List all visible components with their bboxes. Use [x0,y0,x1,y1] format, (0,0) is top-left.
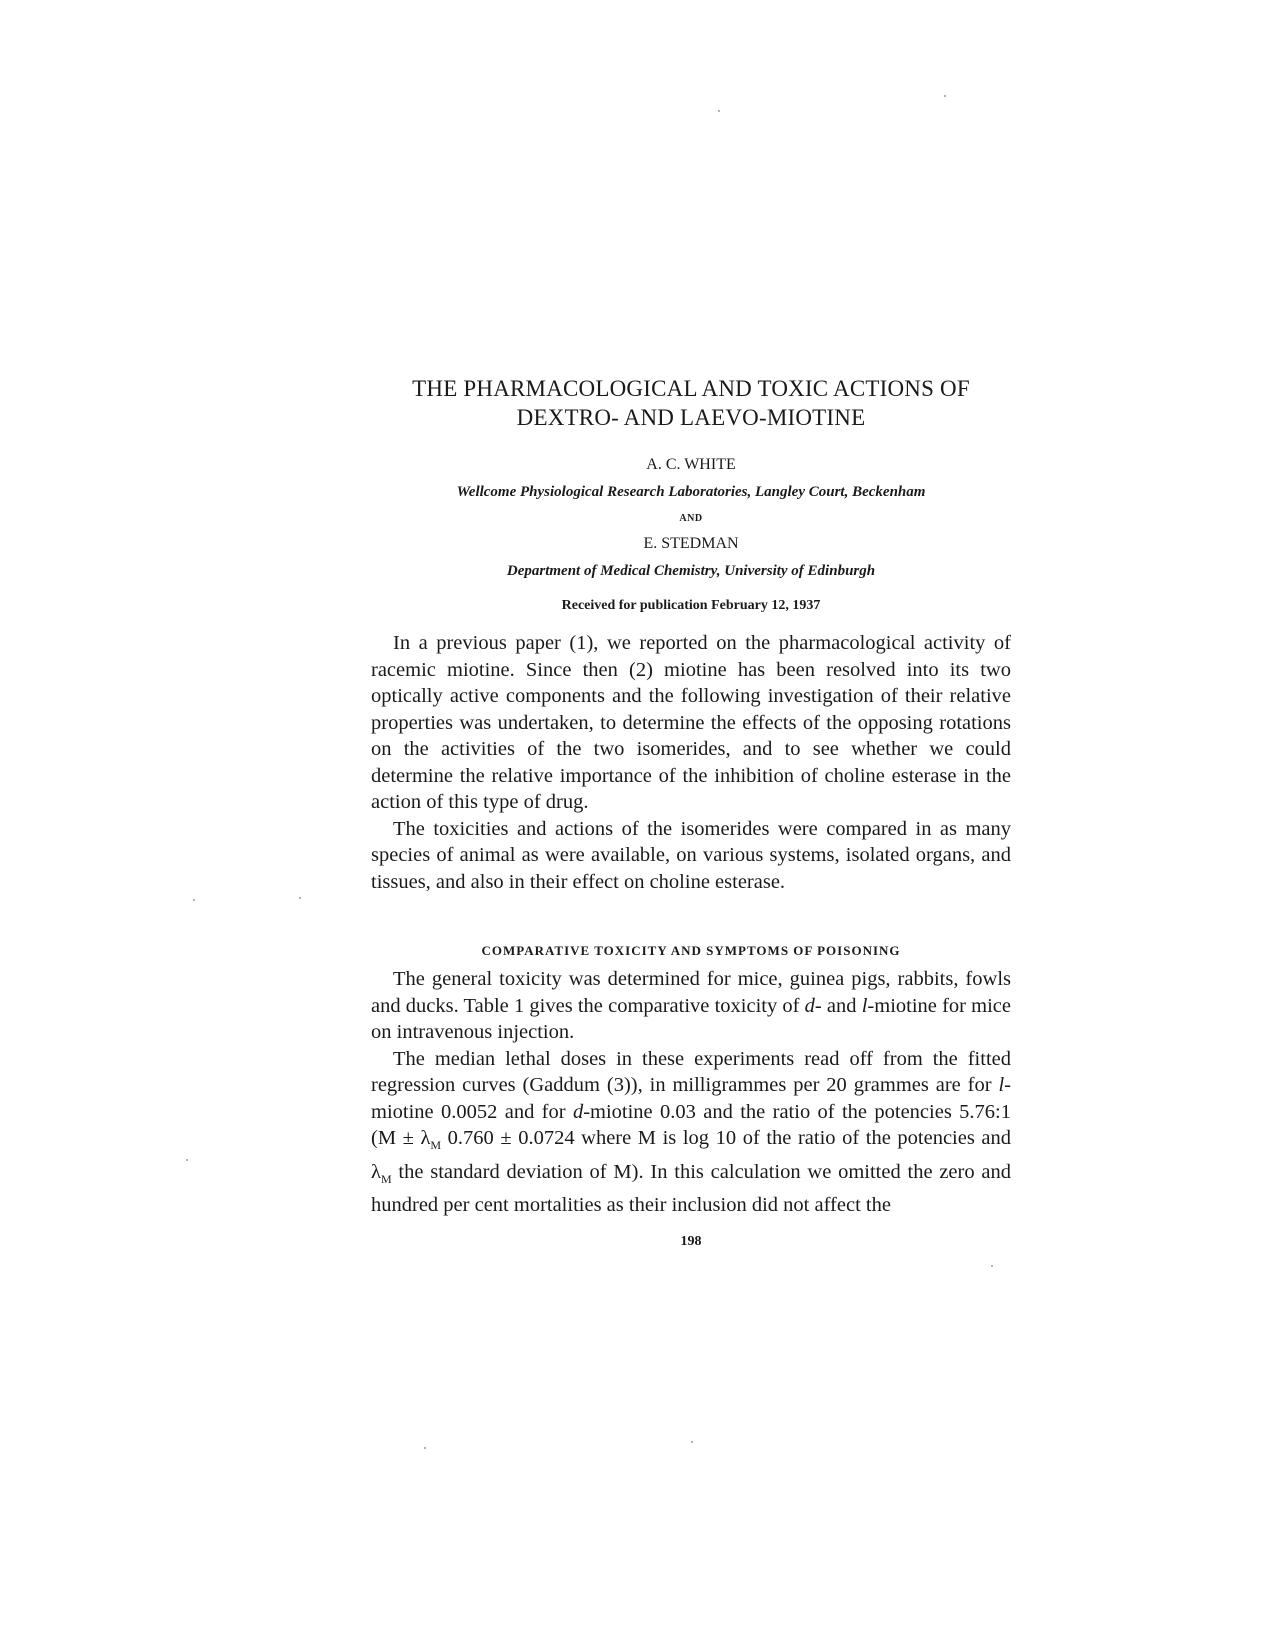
text-run: -miotine 0.0052 and for [371,1074,1011,1123]
section-heading: COMPARATIVE TOXICITY AND SYMPTOMS OF POISONING [481,943,901,958]
subscript-m: M [430,1138,442,1153]
scan-speck [299,897,301,899]
scan-speck [424,1447,426,1449]
title-line-2: DEXTRO- AND LAEVO-MIOTINE [516,405,866,430]
text-run: -miotine for mice on intravenous injection. [371,994,1011,1043]
text-run: The general toxicity was determined for mice, guinea pigs, rabbits, fowls and ducks. Table 1 gives the comparative toxicity of [371,968,1011,1017]
author-2-name: E. STEDMAN [643,535,739,552]
italic-d: d [572,1100,584,1123]
italic-d: d [804,994,815,1017]
scan-speck [944,95,946,97]
section-paragraph-1 [371,966,1011,1046]
introduction [371,630,1011,895]
author-1-affiliation: Wellcome Physiological Research Laboratories, Langley Court, Beckenham [456,484,926,500]
section-paragraph-2 [371,1046,1011,1219]
text-run: 0.760 ± 0.0724 where M is log 10 of the ratio of the potencies and λ [371,1127,1011,1183]
text-run: - and [814,994,862,1017]
paper-title [371,374,1011,432]
page-number: 198 [680,1234,702,1249]
section-body [371,966,1011,1219]
scan-speck [186,1159,188,1161]
subscript-m: M [380,1171,392,1186]
intro-paragraph-2: The toxicities and actions of the isomerides were compared in as many species of animal as were available, on various systems, isolated organs, and tissues, and also in their effect on choline esterase. [371,817,1011,893]
italic-l: l [861,994,868,1017]
italic-l: l [998,1074,1005,1096]
scan-speck [718,110,720,112]
received-date: Received for publication February 12, 1937 [561,598,821,613]
text-run: the standard deviation of M). In this calculation we omitted the zero and hundred per cent mortalities as their inclusion did not affect the [371,1160,1011,1217]
scan-speck [991,1265,993,1267]
text-run: The median lethal doses in these experiments read off from the fitted regression curves (Gaddum (3)), in milligrammes per 20 grammes are for [371,1047,1011,1096]
text-run: -miotine 0.03 and the ratio of the potencies 5.76:1 (M ± λ [371,1100,1011,1149]
author-conjunction: AND [679,513,703,524]
scan-speck [193,899,195,901]
author-2-affiliation: Department of Medical Chemistry, University of Edinburgh [506,563,876,579]
scan-speck [691,1441,693,1443]
author-1-name: A. C. WHITE [646,456,736,473]
title-line-1: THE PHARMACOLOGICAL AND TOXIC ACTIONS OF [412,376,970,401]
intro-paragraph-1: In a previous paper (1), we reported on the pharmacological activity of racemic miotine. Since then (2) miotine has been resolved into its two optically active components and the following investigation of their relative properties was undertaken, to determine the effects of the opposing rotations on the activities of the two isomerides, and to see whether we could determine the relative importance of the inhibition of choline esterase in the action of this type of drug. [371,632,1011,813]
